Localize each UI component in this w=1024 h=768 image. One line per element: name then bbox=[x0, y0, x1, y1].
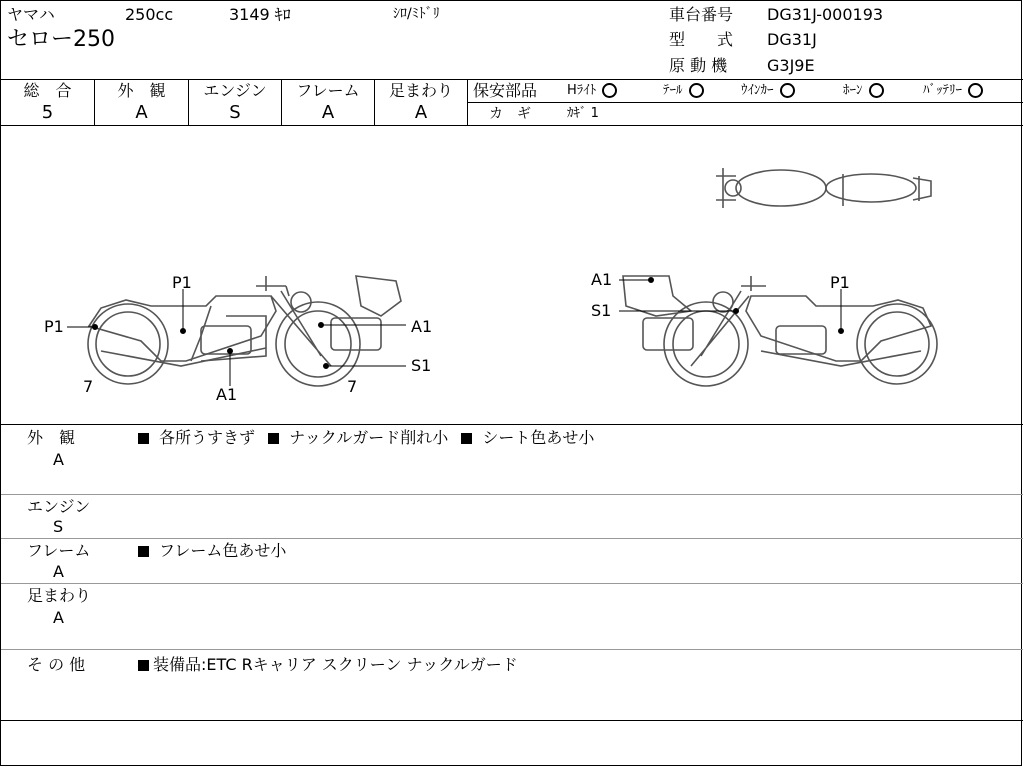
safety-headlight: Hﾗｲﾄ bbox=[567, 83, 617, 98]
suspension-label: 足まわり bbox=[388, 81, 453, 100]
left-a1-label: A1 bbox=[411, 317, 433, 336]
mileage: 3149 ｷﾛ bbox=[229, 5, 291, 24]
exterior-label: 外 観 bbox=[117, 81, 166, 100]
safety-tail: ﾃｰﾙ bbox=[663, 83, 704, 98]
suspension-grade: A bbox=[414, 102, 428, 123]
detail-other-notes: 装備品:ETC Rキャリア スクリーン ナックルガード bbox=[138, 657, 518, 673]
ok-circle-icon bbox=[968, 83, 983, 98]
motorcycle-top-view-icon bbox=[716, 168, 931, 208]
motorcycle-left-view-icon bbox=[88, 273, 401, 386]
ok-circle-icon bbox=[689, 83, 704, 98]
damage-diagram bbox=[1, 126, 1023, 424]
total-grade: 5 bbox=[41, 102, 54, 123]
safety-winker: ｳｲﾝｶｰ bbox=[741, 83, 795, 98]
engine-grade: S bbox=[229, 102, 241, 123]
left-7a-label: 7 bbox=[83, 377, 94, 396]
left-p1-top-label: P1 bbox=[172, 273, 192, 292]
detail-engine-title: エンジン bbox=[27, 497, 91, 516]
motorcycle-right-view-icon bbox=[623, 273, 937, 386]
type-label: 型 式 bbox=[669, 30, 734, 49]
detail-frame-notes: フレーム色あせ小 bbox=[138, 543, 286, 559]
type-value: DG31J bbox=[767, 30, 817, 49]
detail-frame-title: フレーム bbox=[27, 541, 91, 560]
left-p1-side-label: P1 bbox=[44, 317, 64, 336]
detail-other-title: そ の 他 bbox=[27, 655, 86, 674]
right-s1-label: S1 bbox=[591, 301, 612, 320]
ok-circle-icon bbox=[869, 83, 884, 98]
bullet-icon bbox=[268, 433, 279, 444]
detail-engine-grade: S bbox=[53, 517, 64, 536]
detail-suspension-grade: A bbox=[53, 608, 64, 627]
key-label: カ ギ bbox=[489, 106, 531, 122]
left-a1-bottom-label: A1 bbox=[216, 385, 238, 404]
bullet-icon bbox=[138, 546, 149, 557]
safety-label: 保安部品 bbox=[473, 81, 538, 100]
detail-frame-grade: A bbox=[53, 562, 64, 581]
maker: ヤマハ bbox=[7, 5, 55, 24]
engine-model-label: 原 動 機 bbox=[669, 56, 728, 75]
safety-horn: ﾎｰﾝ bbox=[843, 83, 884, 98]
frame-grade: A bbox=[321, 102, 335, 123]
bullet-icon bbox=[138, 660, 149, 671]
detail-exterior-title: 外 観 bbox=[27, 428, 76, 447]
safety-battery: ﾊﾞｯﾃﾘｰ bbox=[923, 83, 983, 98]
ok-circle-icon bbox=[602, 83, 617, 98]
left-s1-label: S1 bbox=[411, 356, 432, 375]
exterior-grade: A bbox=[135, 102, 148, 123]
left-7b-label: 7 bbox=[347, 377, 358, 396]
ok-circle-icon bbox=[780, 83, 795, 98]
right-p1-label: P1 bbox=[830, 273, 850, 292]
frame-no: DG31J-000193 bbox=[767, 5, 884, 24]
detail-exterior-notes: 各所うすきず ナックルガード削れ小 シート色あせ小 bbox=[138, 430, 594, 446]
detail-suspension-title: 足まわり bbox=[27, 586, 92, 605]
color: ｼﾛ/ﾐﾄﾞﾘ bbox=[393, 6, 440, 22]
right-a1-label: A1 bbox=[591, 270, 613, 289]
frame-label: フレーム bbox=[296, 81, 360, 100]
engine-label: エンジン bbox=[203, 81, 267, 100]
engine-model: G3J9E bbox=[767, 56, 815, 75]
frame-no-label: 車台番号 bbox=[669, 5, 734, 24]
displacement: 250cc bbox=[125, 5, 174, 24]
detail-exterior-grade: A bbox=[53, 450, 64, 469]
model-name: セロー250 bbox=[7, 27, 115, 52]
total-label: 総 合 bbox=[23, 81, 72, 100]
key-value: ｶｷﾞ 1 bbox=[567, 106, 599, 121]
bullet-icon bbox=[138, 433, 149, 444]
bullet-icon bbox=[461, 433, 472, 444]
